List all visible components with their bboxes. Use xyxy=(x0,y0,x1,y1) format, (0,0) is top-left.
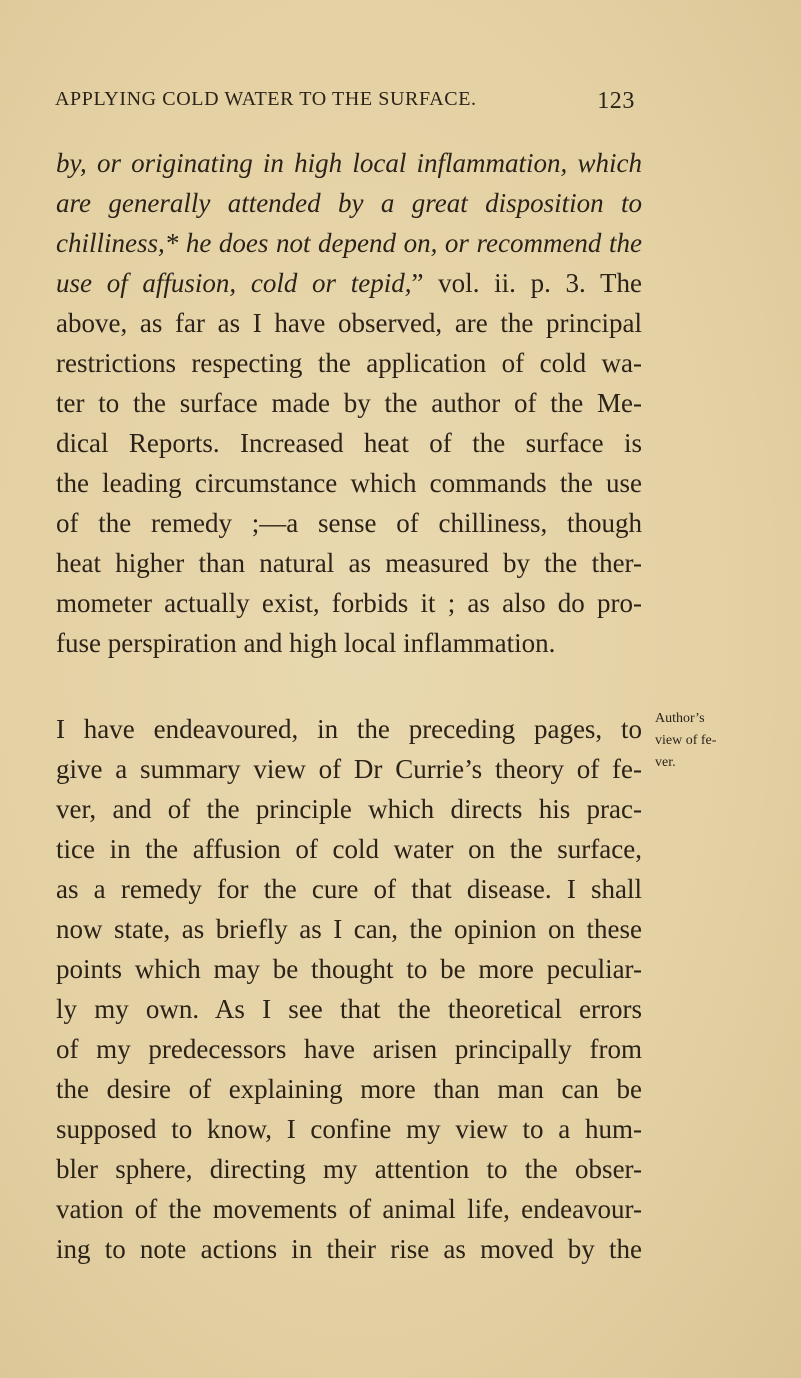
text-line: tice in the affusion of cold water on the surface, xyxy=(56,834,642,864)
text-line: of my predecessors have arisen principally from xyxy=(56,1034,642,1064)
text-line: by, or originating in high local inflammation, which xyxy=(56,148,642,178)
text-line: give a summary view of Dr Currie’s theory of fe- xyxy=(56,754,642,784)
text-line: chilliness,* he does not depend on, or recommend the xyxy=(56,228,642,258)
text-line: ing to note actions in their rise as moved by the xyxy=(56,1234,642,1264)
margin-note-line: view of fe- xyxy=(655,733,717,748)
text-line: bler sphere, directing my attention to the obser- xyxy=(56,1154,642,1184)
text-line xyxy=(56,263,642,303)
text-line: as a remedy for the cure of that disease. I shall xyxy=(56,874,642,904)
margin-note-line: Author’s xyxy=(655,711,705,726)
citation: ” vol. ii. p. 3. The xyxy=(411,268,642,298)
text-line: the desire of explaining more than man can be xyxy=(56,1074,642,1104)
text-line: restrictions respecting the application of cold wa- xyxy=(56,348,642,378)
text-line: ly my own. As I see that the theoretical errors xyxy=(56,994,642,1024)
running-header xyxy=(55,88,635,115)
margin-note-line: ver. xyxy=(655,755,676,770)
text-line: now state, as briefly as I can, the opinion on these xyxy=(56,914,642,944)
text-line: points which may be thought to be more peculiar- xyxy=(56,954,642,984)
text-line: mometer actually exist, forbids it ; as also do pro- xyxy=(56,588,642,618)
text-line: of the remedy ;—a sense of chilliness, though xyxy=(56,508,642,538)
text-line: vation of the movements of animal life, endeavour- xyxy=(56,1194,642,1224)
text-line: ter to the surface made by the author of the Me- xyxy=(56,388,642,418)
text-line: heat higher than natural as measured by the ther- xyxy=(56,548,642,578)
quote-italic: use of affusion, cold or tepid, xyxy=(56,268,412,298)
text-line: the leading circumstance which commands the use xyxy=(56,468,642,498)
page-number: 123 xyxy=(597,88,635,114)
text-line: supposed to know, I confine my view to a hum- xyxy=(56,1114,642,1144)
paragraph-1 xyxy=(56,143,642,663)
text-line: are generally attended by a great disposition to xyxy=(56,188,642,218)
margin-note xyxy=(655,708,716,774)
text-line: dical Reports. Increased heat of the surface is xyxy=(56,428,642,458)
running-title: APPLYING COLD WATER TO THE SURFACE. xyxy=(55,88,477,110)
text-line: ver, and of the principle which directs his prac- xyxy=(56,794,642,824)
text-line: above, as far as I have observed, are the principal xyxy=(56,308,642,338)
text-line: fuse perspiration and high local inflammation. xyxy=(56,628,556,658)
text-line: I have endeavoured, in the preceding pages, to xyxy=(56,714,642,744)
paragraph-2 xyxy=(56,709,642,1269)
